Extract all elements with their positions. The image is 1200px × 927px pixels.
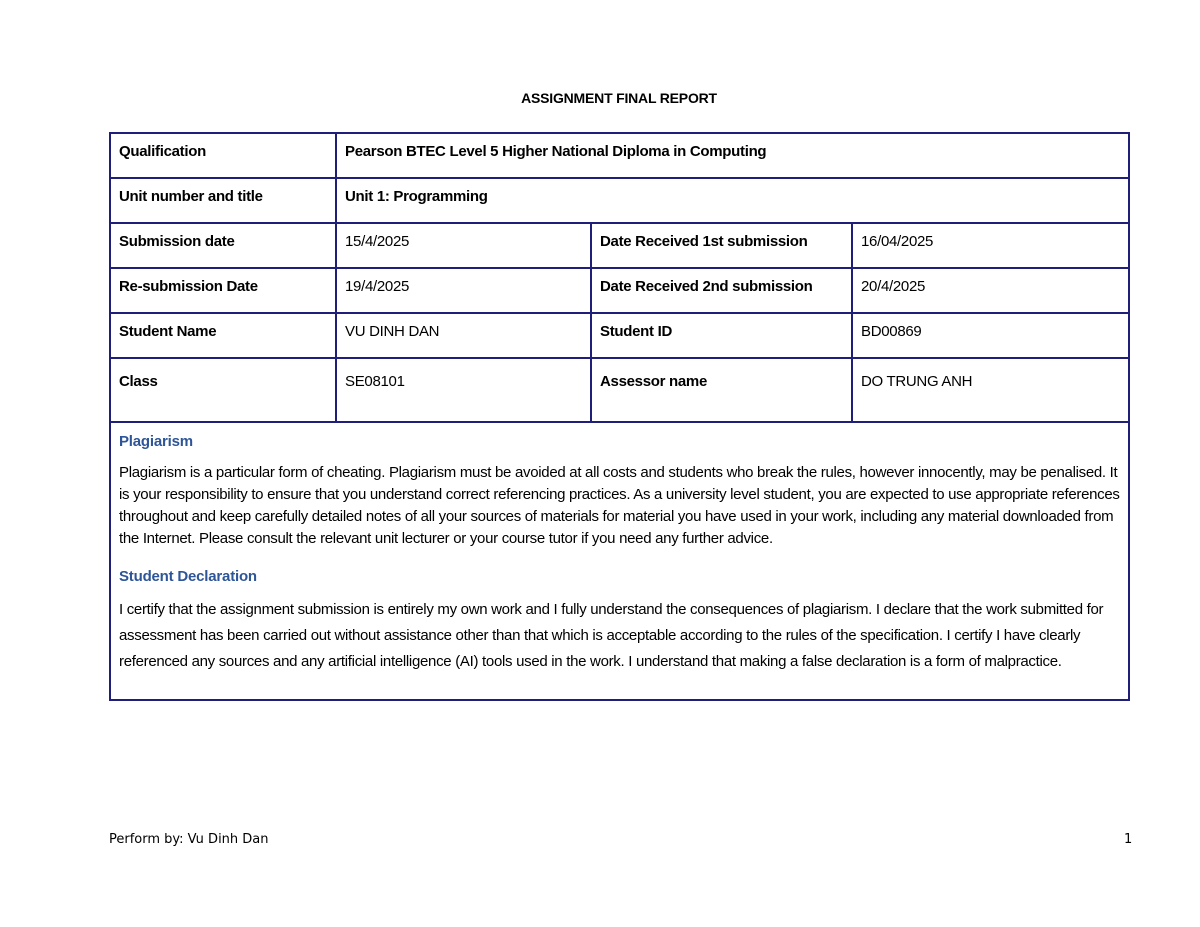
- student-id-value: BD00869: [852, 313, 1129, 358]
- date-received-first-label: Date Received 1st submission: [591, 223, 852, 268]
- submission-date-value: 15/4/2025: [336, 223, 591, 268]
- table-row-notice: [110, 422, 1129, 700]
- date-received-second-label: Date Received 2nd submission: [591, 268, 852, 313]
- table-row-student: [110, 313, 1129, 358]
- notice-cell: [110, 422, 1129, 700]
- declaration-text: I certify that the assignment submission is entirely my own work and I fully understand the consequences of plagiarism. I declare that the work submitted for assessment has been carried out without assistance other than that which is acceptable according to the rules of the specification. I certify I have clearly referenced any sources and any artificial intelligence (AI) tools used in the work. I understand that making a false declaration is a form of malpractice.: [119, 601, 1104, 670]
- assessor-name-label: Assessor name: [591, 358, 852, 422]
- date-received-second-value: 20/4/2025: [852, 268, 1129, 313]
- page-number: 1: [1124, 832, 1133, 847]
- student-id-label: Student ID: [591, 313, 852, 358]
- assignment-info-table: [109, 132, 1130, 701]
- footer-author: Perform by: Vu Dinh Dan: [109, 832, 269, 847]
- date-received-first-value: 16/04/2025: [852, 223, 1129, 268]
- unit-label: Unit number and title: [110, 178, 336, 223]
- assessor-name-value: DO TRUNG ANH: [852, 358, 1129, 422]
- table-row-submission-date: [110, 223, 1129, 268]
- table-row-unit: [110, 178, 1129, 223]
- resubmission-date-label: Re-submission Date: [110, 268, 336, 313]
- student-name-label: Student Name: [110, 313, 336, 358]
- table-row-class: [110, 358, 1129, 422]
- class-label: Class: [110, 358, 336, 422]
- qualification-label: Qualification: [110, 133, 336, 178]
- table-row-qualification: [110, 133, 1129, 178]
- declaration-heading: Student Declaration: [119, 568, 257, 585]
- student-name-value: VU DINH DAN: [336, 313, 591, 358]
- plagiarism-heading: Plagiarism: [119, 433, 193, 450]
- plagiarism-text: Plagiarism is a particular form of cheating. Plagiarism must be avoided at all costs and students who break the rules, however innocently, may be penalised. It is your responsibility to ensure that you understand correct referencing practices. As a university level student, you are expected to use appropriate references throughout and keep carefully detailed notes of all your sources of materials for material you have used in your work, including any material downloaded from the Internet. Please consult the relevant unit lecturer or your course tutor if you need any further advice.: [119, 464, 1120, 547]
- document-title: ASSIGNMENT FINAL REPORT: [521, 90, 717, 106]
- qualification-value: Pearson BTEC Level 5 Higher National Diploma in Computing: [336, 133, 1129, 178]
- class-value: SE08101: [336, 358, 591, 422]
- table-row-resubmission-date: [110, 268, 1129, 313]
- submission-date-label: Submission date: [110, 223, 336, 268]
- resubmission-date-value: 19/4/2025: [336, 268, 591, 313]
- unit-value: Unit 1: Programming: [336, 178, 1129, 223]
